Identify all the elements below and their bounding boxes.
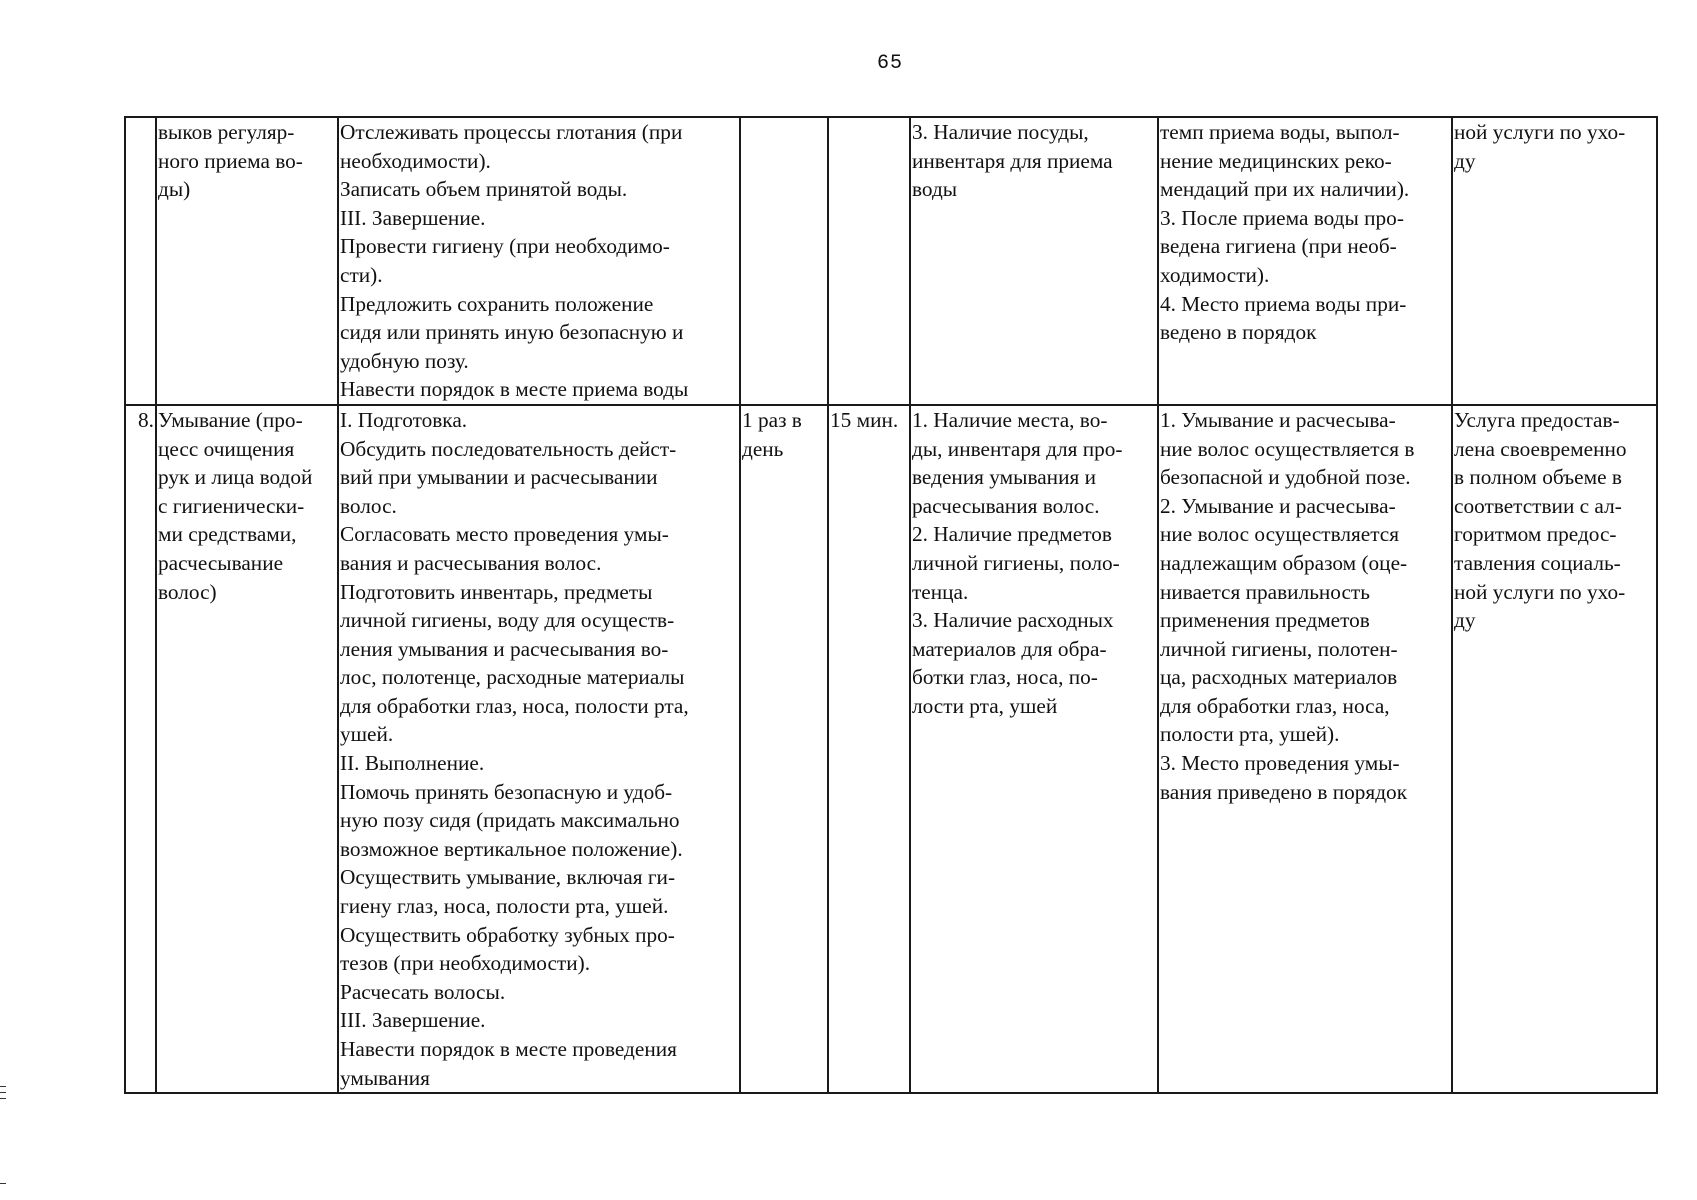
table-row [125,117,1657,405]
binding-mark [0,1098,6,1099]
quality-cell: темп приема воды, выпол- нение медицинских реко- мендаций при их наличии). 3. После приема воды про- ведена гигиена (при необ- ходимости). 4. Место приема воды при- ведено в порядок [1158,117,1452,405]
procedure-cell: Отслеживать процессы глотания (при необходимости). Записать объем принятой воды. III. Завершение. Провести гигиену (при необходимо- сти). Предложить сохранить положение сидя или принять иную безопасную и удобную позу. Навести порядок в месте приема воды [338,117,740,405]
binding-mark [0,1183,6,1184]
result-cell: Услуга предостав- лена своевременно в полном объеме в соответствии с ал- горитмом предос- тавления социаль- ной услуги по ухо- ду [1452,405,1657,1093]
duration-cell [828,117,910,405]
frequency-cell: 1 раз в день [740,405,828,1093]
result-cell: ной услуги по ухо- ду [1452,117,1657,405]
conditions-cell: 3. Наличие посуды, инвентаря для приема воды [910,117,1158,405]
binding-mark [0,1092,6,1093]
duration-cell: 15 мин. [828,405,910,1093]
frequency-cell [740,117,828,405]
row-number-cell [125,117,156,405]
row-number-cell: 8. [125,405,156,1093]
quality-cell: 1. Умывание и расчесыва- ние волос осуществляется в безопасной и удобной позе. 2. Умывание и расчесыва- ние волос осуществляется надлежащим образом (оце- нивается правильность применения предметов личной гигиены, полотен- ца, расходных материалов для обработки глаз, носа, полости рта, ушей). 3. Место проведения умы- вания приведено в порядок [1158,405,1452,1093]
procedure-cell: I. Подготовка. Обсудить последовательность дейст- вий при умывании и расчесывании волос. Согласовать место проведения умы- вания и расчесывания волос. Подготовить инвентарь, предметы личной гигиены, воду для осуществ- ления умывания и расчесывания во- лос, полотенце, расходные материалы для обработки глаз, носа, полости рта, ушей. II. Выполнение. Помочь принять безопасную и удоб- ную позу сидя (придать максимально возможное вертикальное положение). Осуществить умывание, включая ги- гиену глаз, носа, полости рта, ушей. Осуществить обработку зубных про- тезов (при необходимости). Расчесать волосы. III. Завершение. Навести порядок в месте проведения умывания [338,405,740,1093]
binding-mark [0,1086,6,1087]
service-standards-table [124,116,1658,1094]
table-row [125,405,1657,1093]
conditions-cell: 1. Наличие места, во- ды, инвентаря для про- ведения умывания и расчесывания волос. 2. Наличие предметов личной гигиены, поло- тенца. 3. Наличие расходных материалов для обра- ботки глаз, носа, по- лости рта, ушей [910,405,1158,1093]
service-name-cell: выков регуляр- ного приема во- ды) [156,117,338,405]
page-number: 65 [876,52,903,75]
service-name-cell: Умывание (про- цесс очищения рук и лица водой с гигиенически- ми средствами, расчесывание волос) [156,405,338,1093]
